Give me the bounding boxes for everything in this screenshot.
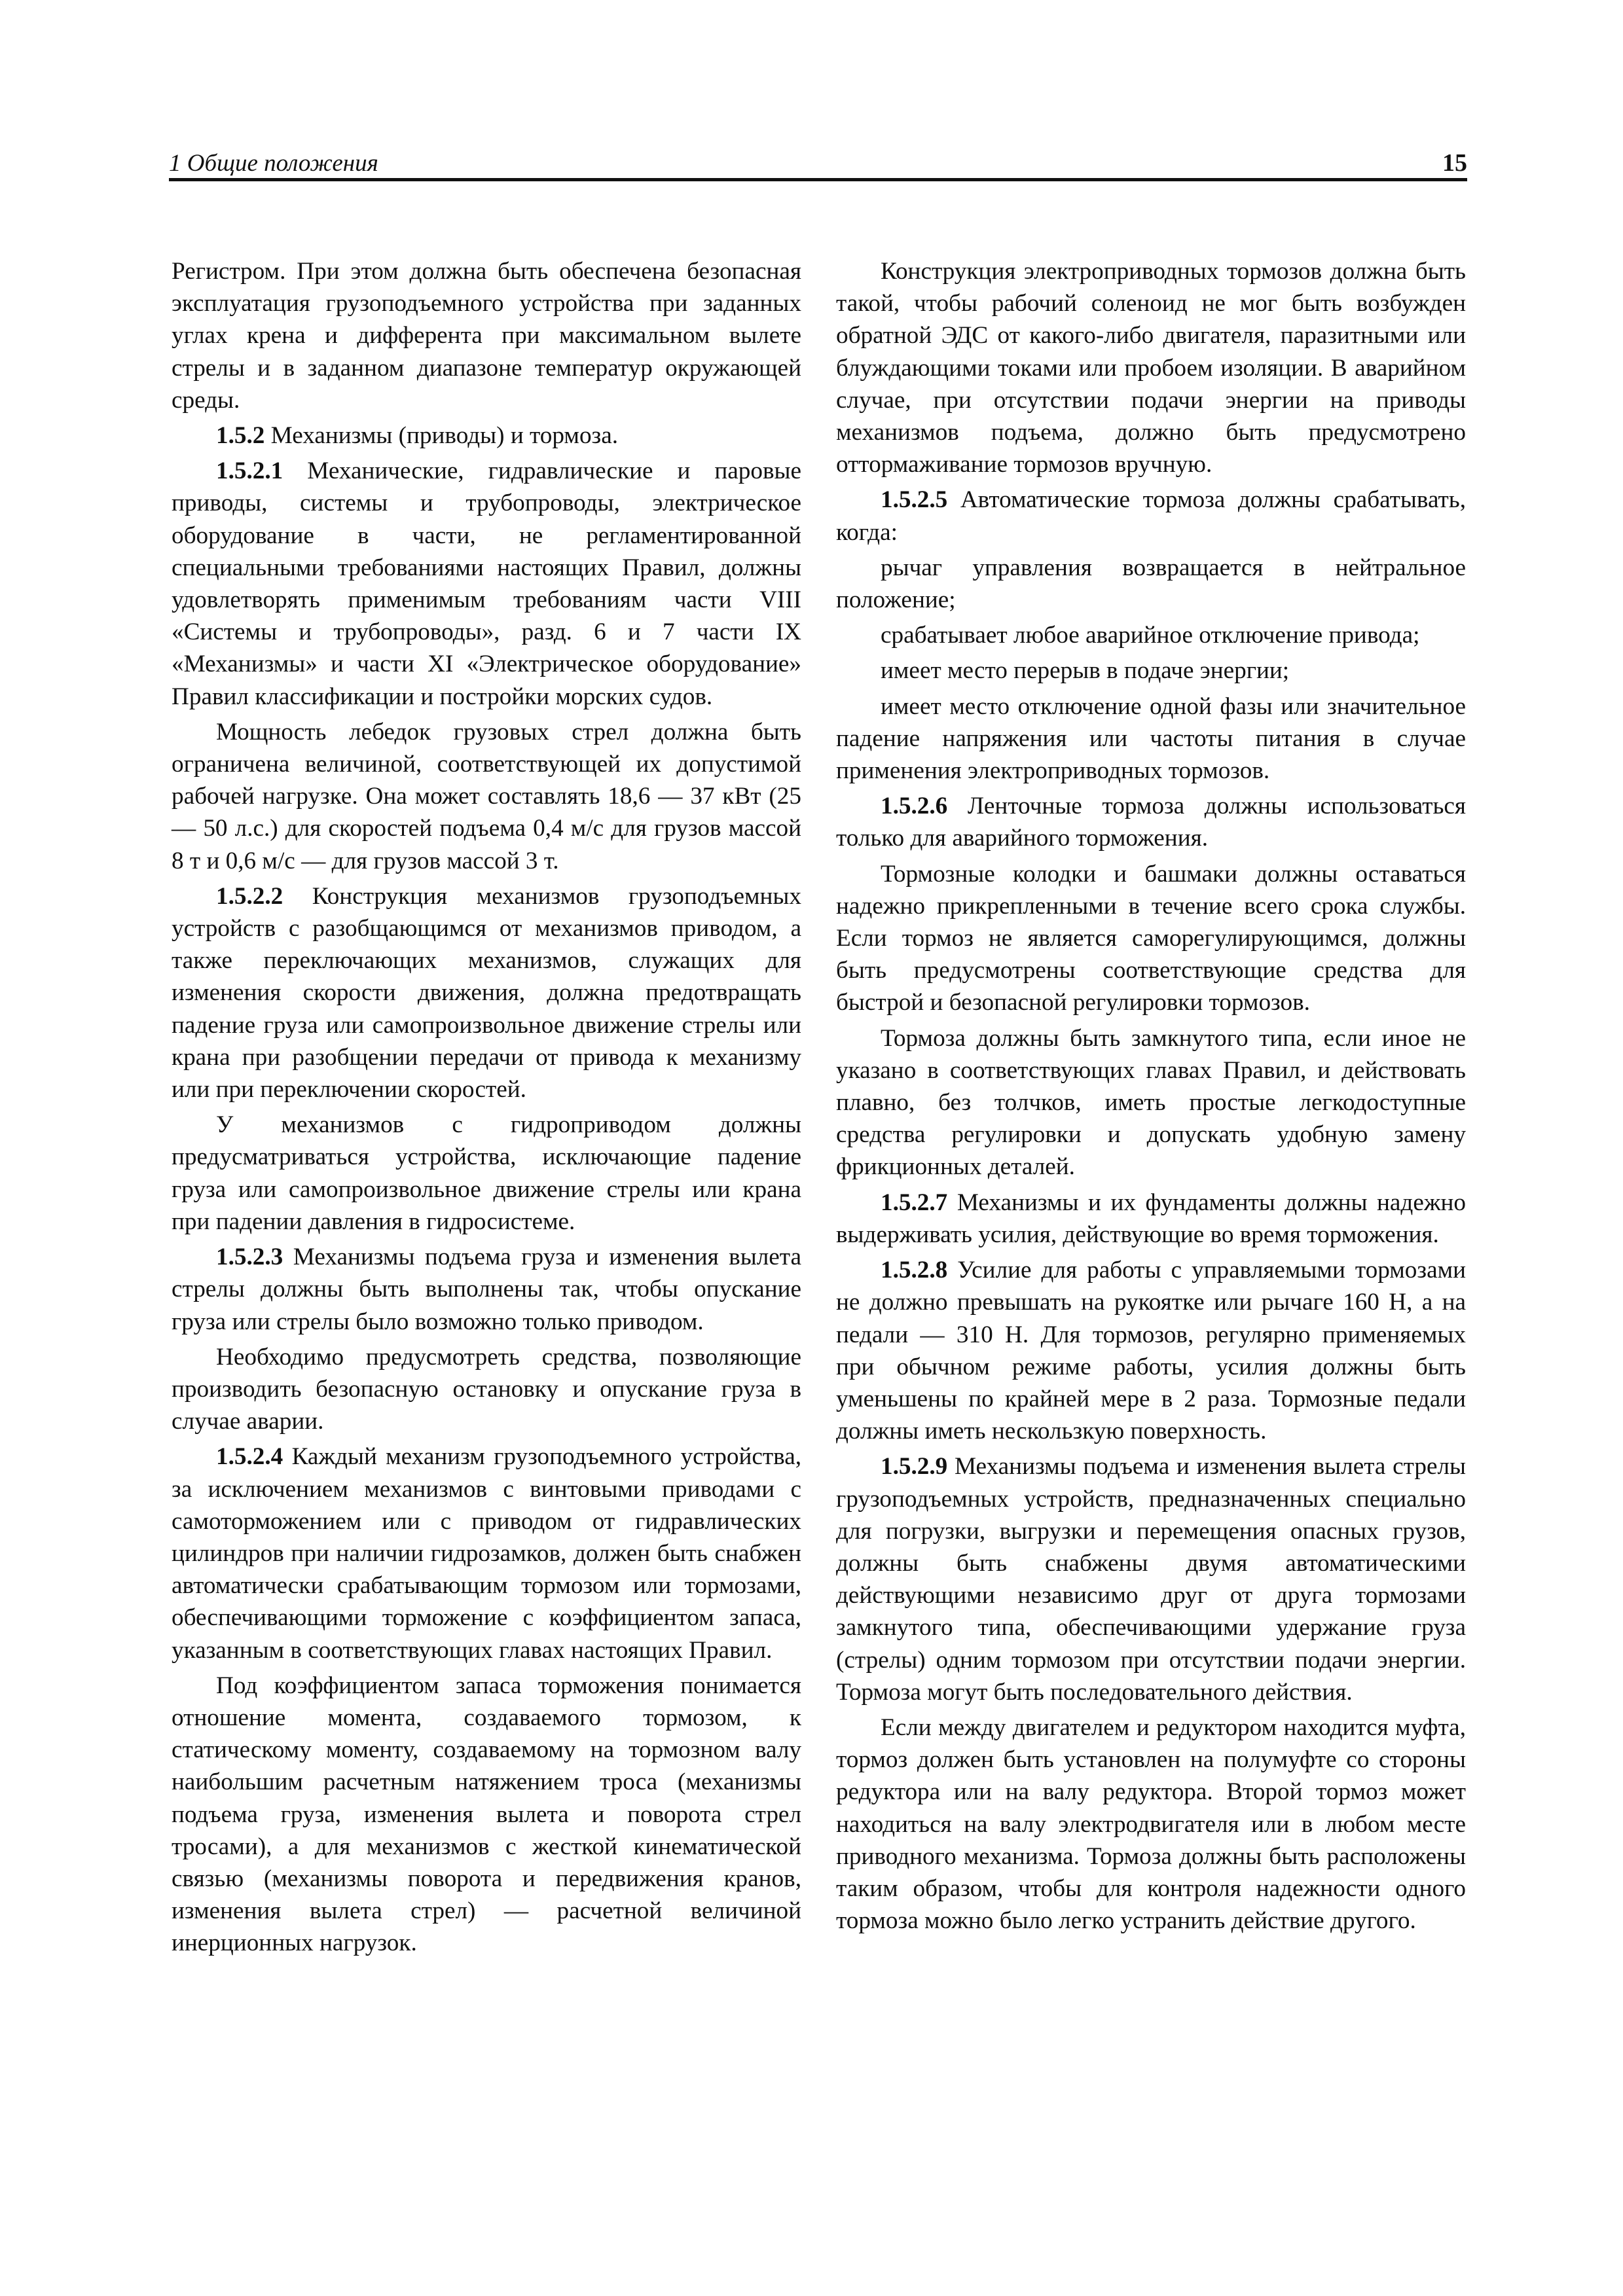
clause-number: 1.5.2.5 (881, 486, 948, 514)
paragraph (172, 1441, 801, 1666)
right-text-column (836, 255, 1466, 1940)
page-number: 15 (1442, 149, 1467, 177)
paragraph-text: Конструкция механизмов грузоподъемных устройств с разобщающимся от механизмов приводом, а также переключающих механизмов, служащих для изменения скорости движения, должна предотвращать падение груза или самопроизвольное движение стрелы или крана при разобщении передачи от привода к механизму или при переключении скоростей. (172, 882, 801, 1103)
clause-number: 1.5.2.1 (216, 457, 283, 485)
clause-number: 1.5.2.4 (216, 1443, 283, 1471)
paragraph (836, 484, 1466, 548)
clause-number: 1.5.2.9 (881, 1453, 948, 1480)
paragraph-text: Мощность лебедок грузовых стрел должна быть ограничена величиной, соответствующей их допустимой рабочей нагрузке. Она может составлять 18,6 — 37 кВт (25 — 50 л.с.) для скоростей подъема 0,4 м/с для грузов массой 8 т и 0,6 м/с — для грузов массой 3 т. (172, 718, 801, 874)
paragraph (836, 858, 1466, 1019)
paragraph-text: Необходимо предусмотреть средства, позволяющие производить безопасную остановку и опускание груза в случае аварии. (172, 1343, 801, 1435)
paragraph (172, 1241, 801, 1338)
paragraph (836, 255, 1466, 480)
paragraph (172, 1341, 801, 1438)
paragraph-text: Под коэффициентом запаса торможения понимается отношение момента, создаваемого тормозом, к статическому моменту, создаваемому на тормозном валу наибольшим расчетным натяжением троса (механизмы подъема груза, изменения вылета и поворота стрел тросами), а для механизмов с жесткой кинематической связью (механизмы поворота и передвижения кранов, изменения вылета стрел) — расчетной величиной инерционных нагрузок. (172, 1672, 801, 1957)
paragraph (836, 655, 1466, 687)
paragraph-text: рычаг управления возвращается в нейтральное положение; (836, 554, 1466, 614)
clause-number: 1.5.2.6 (881, 793, 948, 820)
paragraph-text: имеет место перерыв в подаче энергии; (881, 657, 1290, 685)
paragraph-text: У механизмов с гидроприводом должны предусматриваться устройства, исключающие падение груза или самопроизвольное движение стрелы или крана при падении давления в гидросистеме. (172, 1111, 801, 1235)
paragraph-text: Усилие для работы с управляемыми тормозами не должно превышать на рукоятке или рычаге 160 Н, а на педали — 310 Н. Для тормозов, регулярно применяемых при обычном режиме работы, усилия должны быть уменьшены по крайней мере в 2 раза. Тормозные педали должны иметь нескользкую поверхность. (836, 1257, 1467, 1445)
paragraph-text: Механические, гидравлические и паровые приводы, системы и трубопроводы, электрическое оборудование в части, не регламентированной специальными требованиями настоящих Правил, должны удовлетворять применимым требованиям части VIII «Системы и трубопроводы», разд. 6 и 7 части IX «Механизмы» и части XI «Электрическое оборудование» Правил классификации и постройки морских судов. (172, 457, 802, 710)
paragraph-text: Тормозные колодки и башмаки должны оставаться надежно прикрепленными в течение всего срока службы. Если тормоз не является саморегулирующимся, должны быть предусмотрены соответствующие средства для быстрой и безопасной регулировки тормозов. (836, 860, 1466, 1016)
clause-number: 1.5.2.8 (881, 1257, 948, 1284)
paragraph-text: Механизмы подъема и изменения вылета стрелы грузоподъемных устройств, предназначенных специально для погрузки, выгрузки и перемещения опасных грузов, должны быть снабжены двумя автоматическими действующими независимо друг от друга тормозами замкнутого типа, обеспечивающими удержание груза (стрелы) одним тормозом при отсутствии подачи энергии. Тормоза могут быть последовательного действия. (836, 1453, 1466, 1706)
paragraph-text: Тормоза должны быть замкнутого типа, если иное не указано в соответствующих главах Правил, и действовать плавно, без толчков, иметь простые легкодоступные средства регулировки и допускать удобную замену фрикционных деталей. (836, 1024, 1466, 1181)
paragraph-text: Механизмы (приводы) и тормоза. (270, 422, 619, 450)
paragraph (836, 1022, 1466, 1183)
paragraph (836, 1254, 1466, 1447)
page-header (169, 145, 1467, 179)
paragraph (172, 880, 801, 1105)
paragraph-text: срабатывает любое аварийное отключение привода; (881, 622, 1420, 649)
paragraph (172, 1109, 801, 1238)
paragraph (172, 255, 801, 416)
paragraph-text: Конструкция электроприводных тормозов должна быть такой, чтобы рабочий соленоид не мог быть возбужден обратной ЭДС от какого-либо двигателя, паразитными или блуждающими токами или пробоем изоляции. В аварийном случае, при отсутствии подачи энергии на приводы механизмов подъема, должно быть предусмотрено оттормаживание тормозов вручную. (836, 258, 1466, 478)
clause-number: 1.5.2.3 (216, 1244, 283, 1271)
paragraph (172, 455, 801, 713)
clause-number: 1.5.2.7 (881, 1189, 948, 1216)
paragraph-text: Механизмы и их фундаменты должны надежно выдерживать усилия, действующие во время торможения. (836, 1189, 1467, 1248)
paragraph-text: имеет место отключение одной фазы или значительное падение напряжения или частоты питания в случае применения электроприводных тормозов. (836, 692, 1466, 785)
paragraph (172, 420, 801, 452)
clause-number: 1.5.2.2 (216, 882, 283, 910)
left-text-column (172, 255, 801, 1963)
paragraph (836, 1450, 1466, 1708)
paragraph-text: Автоматические тормоза должны срабатывать, когда: (836, 486, 1467, 546)
paragraph (836, 1712, 1466, 1937)
paragraph (172, 1670, 801, 1960)
paragraph-text: Ленточные тормоза должны использоваться только для аварийного торможения. (836, 793, 1467, 852)
paragraph (836, 552, 1466, 616)
paragraph-text: Регистром. При этом должна быть обеспечена безопасная эксплуатация грузоподъемного устройства при заданных углах крена и дифферента при максимальном вылете стрелы и в заданном диапазоне температур окружающей среды. (172, 258, 801, 414)
paragraph-text: Механизмы подъема груза и изменения вылета стрелы должны быть выполнены так, чтобы опускание груза или стрелы было возможно только приводом. (172, 1244, 801, 1335)
paragraph (836, 790, 1466, 854)
paragraph (836, 619, 1466, 651)
paragraph (836, 1187, 1466, 1251)
paragraph (172, 716, 801, 877)
header-rule (169, 178, 1467, 181)
paragraph-text: Если между двигателем и редуктором находится муфта, тормоз должен быть установлен на полумуфте со стороны редуктора или на валу редуктора. Второй тормоз может находиться на валу электродвигателя или в любом месте приводного механизма. Тормоза должны быть расположены таким образом, чтобы для контроля надежности одного тормоза можно было легко устранить действие другого. (836, 1713, 1466, 1935)
paragraph-text: Каждый механизм грузоподъемного устройства, за исключением механизмов с винтовыми приводами с самоторможением или с приводом от гидравлических цилиндров при наличии гидрозамков, должен быть снабжен автоматически срабатывающим тормозом или тормозами, обеспечивающими торможение с коэффициентом запаса, указанным в соответствующих главах настоящих Правил. (172, 1443, 801, 1664)
running-section-title: 1 Общие положения (169, 150, 378, 177)
paragraph (836, 691, 1466, 787)
clause-number: 1.5.2 (216, 422, 265, 450)
